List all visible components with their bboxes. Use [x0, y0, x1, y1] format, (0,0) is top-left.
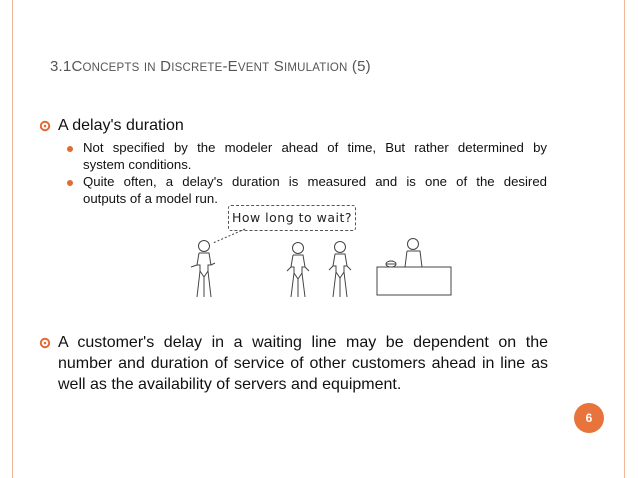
bullet2-line: well as the availability of servers and equipment.	[58, 376, 402, 393]
title-word: IN	[143, 62, 156, 74]
server-desk-icon	[377, 239, 451, 296]
title-suffix: (5)	[351, 58, 371, 75]
speech-bubble: How long to wait?	[228, 205, 356, 231]
title-initial: S	[273, 58, 284, 75]
title-block	[50, 58, 550, 75]
bullet1-text: A delay's duration	[58, 117, 184, 134]
title-word: ISCRETE	[171, 62, 223, 74]
sub-bullet-2-line: outputs of a model run.	[83, 191, 218, 206]
title-word: ONCEPTS	[82, 62, 140, 74]
sub-bullet-1-line: Not specified by the modeler ahead of time, But rather determined by	[83, 140, 547, 155]
bullet2-text	[58, 332, 548, 395]
slide-left-border	[12, 0, 13, 478]
bullet-icon	[38, 119, 52, 133]
sub-bullet-2-line: Quite often, a delay's duration is measured and is one of the desired	[83, 174, 547, 189]
title-initial: E	[227, 58, 238, 75]
bullet-ring-icon	[38, 119, 52, 133]
title-word: IMULATION	[283, 62, 348, 74]
bullet-ring-icon	[38, 336, 52, 350]
sub-bullet-dot	[67, 146, 73, 152]
page-number-badge: 6	[574, 403, 604, 433]
title-number: 3.1	[50, 58, 72, 75]
title-initial: D	[160, 58, 172, 75]
title-initial: C	[71, 58, 83, 75]
slide-right-border	[624, 0, 625, 478]
queue-figure-drawing	[175, 205, 460, 305]
slide-title	[50, 58, 550, 75]
sub-bullet-1-line: system conditions.	[83, 157, 192, 172]
bullet-icon	[38, 336, 52, 350]
bullet2-line: number and duration of service of other customers ahead in line as	[58, 355, 548, 372]
sub-bullet-2-text	[83, 173, 547, 207]
customer-figure-icon	[287, 243, 309, 298]
title-word: VENT	[237, 62, 270, 74]
sub-bullet-1-text	[83, 139, 547, 173]
bullet2-line: A customer's delay in a waiting line may be dependent on the	[58, 334, 548, 351]
title-hyphen: -	[222, 58, 228, 75]
queue-illustration	[175, 205, 460, 305]
sub-bullet-dot	[67, 180, 73, 186]
customer-figure-icon	[191, 241, 215, 298]
customer-figure-icon	[329, 242, 351, 298]
